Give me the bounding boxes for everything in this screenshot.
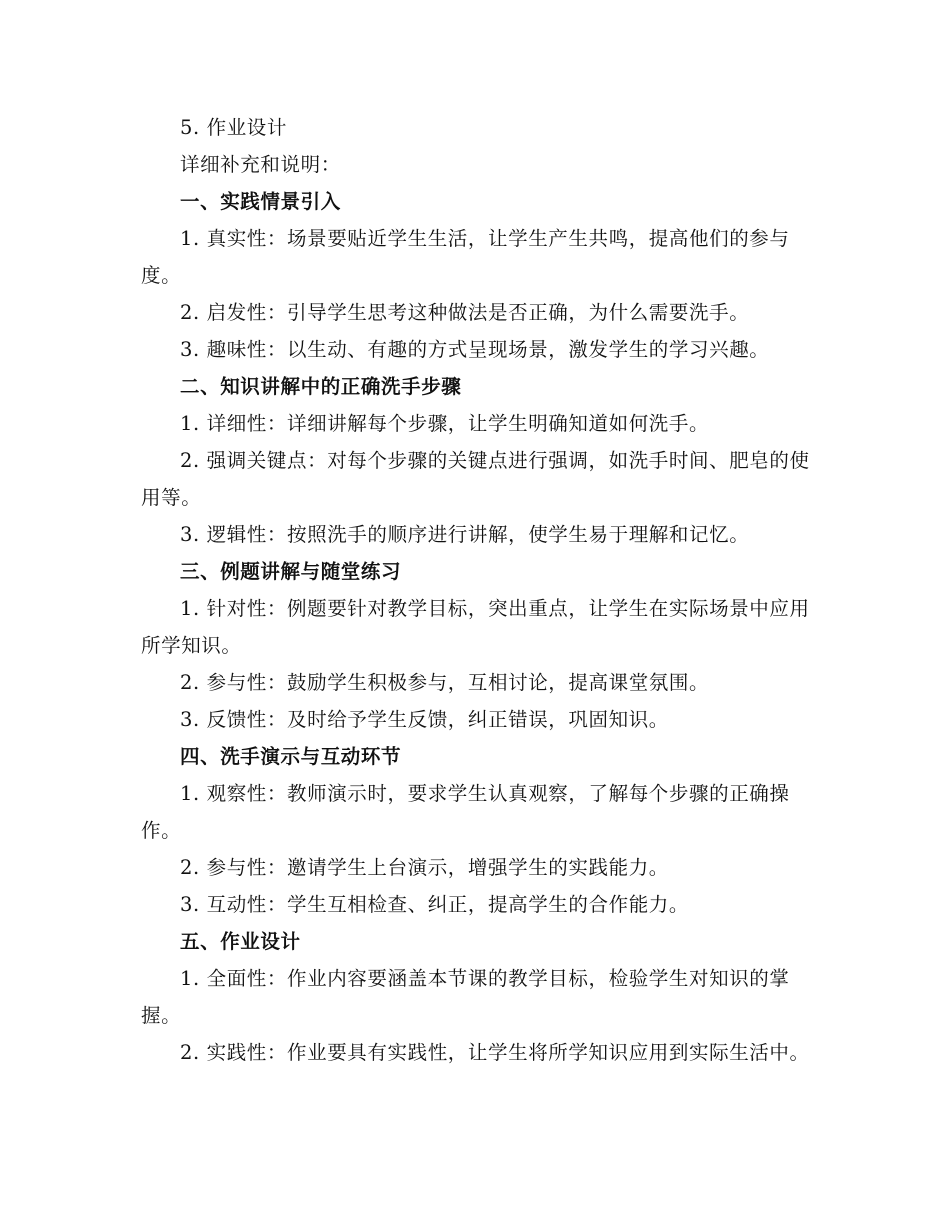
document-body bbox=[141, 109, 821, 1071]
section-item: 1. 针对性：例题要针对教学目标，突出重点，让学生在实际场景中应用所学知识。 bbox=[141, 597, 810, 657]
section-item: 2. 参与性：鼓励学生积极参与，互相讨论，提高课堂氛围。 bbox=[180, 671, 710, 694]
intro-item: 5. 作业设计 bbox=[180, 116, 288, 139]
section-heading: 五、作业设计 bbox=[180, 930, 301, 953]
section-item: 3. 逻辑性：按照洗手的顺序进行讲解，使学生易于理解和记忆。 bbox=[180, 523, 750, 546]
section-item: 3. 趣味性：以生动、有趣的方式呈现场景，激发学生的学习兴趣。 bbox=[180, 338, 770, 361]
section-item: 3. 反馈性：及时给予学生反馈，纠正错误，巩固知识。 bbox=[180, 708, 669, 731]
section-item: 3. 互动性：学生互相检查、纠正，提高学生的合作能力。 bbox=[180, 893, 690, 916]
section-item: 2. 实践性：作业要具有实践性，让学生将所学知识应用到实际生活中。 bbox=[180, 1041, 810, 1064]
section-heading: 一、实践情景引入 bbox=[180, 190, 341, 213]
section-heading: 四、洗手演示与互动环节 bbox=[180, 745, 402, 768]
section-item: 1. 详细性：详细讲解每个步骤，让学生明确知道如何洗手。 bbox=[180, 412, 710, 435]
section-item: 2. 参与性：邀请学生上台演示，增强学生的实践能力。 bbox=[180, 856, 669, 879]
intro-lead: 详细补充和说明： bbox=[180, 153, 341, 176]
section-heading: 三、例题讲解与随堂练习 bbox=[180, 560, 402, 583]
section-item: 1. 观察性：教师演示时，要求学生认真观察，了解每个步骤的正确操作。 bbox=[141, 782, 790, 842]
section-item: 2. 启发性：引导学生思考这种做法是否正确，为什么需要洗手。 bbox=[180, 301, 750, 324]
section-item: 1. 全面性：作业内容要涵盖本节课的教学目标，检验学生对知识的掌握。 bbox=[141, 967, 790, 1027]
section-item: 2. 强调关键点：对每个步骤的关键点进行强调，如洗手时间、肥皂的使用等。 bbox=[141, 449, 810, 509]
section-item: 1. 真实性：场景要贴近学生生活，让学生产生共鸣，提高他们的参与度。 bbox=[141, 227, 790, 287]
section-heading: 二、知识讲解中的正确洗手步骤 bbox=[180, 375, 462, 398]
